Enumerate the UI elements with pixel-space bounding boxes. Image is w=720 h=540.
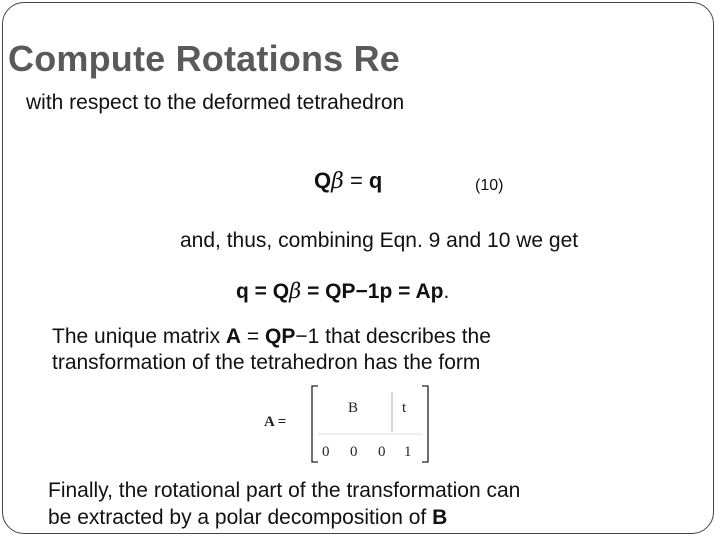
eq10-Q: Q xyxy=(314,168,332,193)
combining-text: and, thus, combining Eqn. 9 and 10 we get xyxy=(180,229,579,252)
matrix-right-bracket xyxy=(422,386,428,462)
matrix-figure xyxy=(262,384,442,464)
finally-text: be extracted by a polar decomposition of xyxy=(48,506,433,529)
matrix-one: 1 xyxy=(404,444,412,460)
finally-line2 xyxy=(48,506,447,530)
unique-text-c: −1 that describes the xyxy=(295,325,491,348)
unique-text-b: = xyxy=(241,325,266,348)
matrix-zero-1: 0 xyxy=(322,444,330,460)
unique-text-a: The unique matrix xyxy=(52,325,226,348)
unique-matrix-line1 xyxy=(52,323,632,351)
finally-line1: Finally, the rotational part of the transformation can xyxy=(48,479,521,502)
equation-number: (10) xyxy=(475,177,504,194)
qeq-end: . xyxy=(443,280,450,303)
unique-A: A xyxy=(225,325,242,348)
q-equation xyxy=(236,279,449,304)
eq10-q: q xyxy=(368,168,383,193)
equation-10 xyxy=(314,168,382,194)
matrix-zero-3: 0 xyxy=(378,444,386,460)
eq10-equals: = xyxy=(343,168,369,193)
qeq-beta: β xyxy=(289,279,302,303)
qeq-part2: = QP−1p = A xyxy=(301,280,431,303)
qeq-p: p xyxy=(430,280,444,303)
matrix-B: B xyxy=(348,400,359,416)
matrix-zero-2: 0 xyxy=(350,444,358,460)
eq10-beta: β xyxy=(331,169,344,194)
unique-matrix-line2: transformation of the tetrahedron has the form xyxy=(52,351,481,374)
matrix-t: t xyxy=(402,400,407,416)
slide-subtitle: with respect to the deformed tetrahedron xyxy=(26,91,405,114)
matrix-left-bracket xyxy=(312,386,318,462)
finally-B: B xyxy=(432,506,448,529)
matrix-lhs: A = xyxy=(264,414,287,430)
qeq-part1: q = Q xyxy=(236,280,290,303)
slide-title: Compute Rotations Re xyxy=(8,38,401,79)
unique-QP: QP xyxy=(265,325,296,348)
